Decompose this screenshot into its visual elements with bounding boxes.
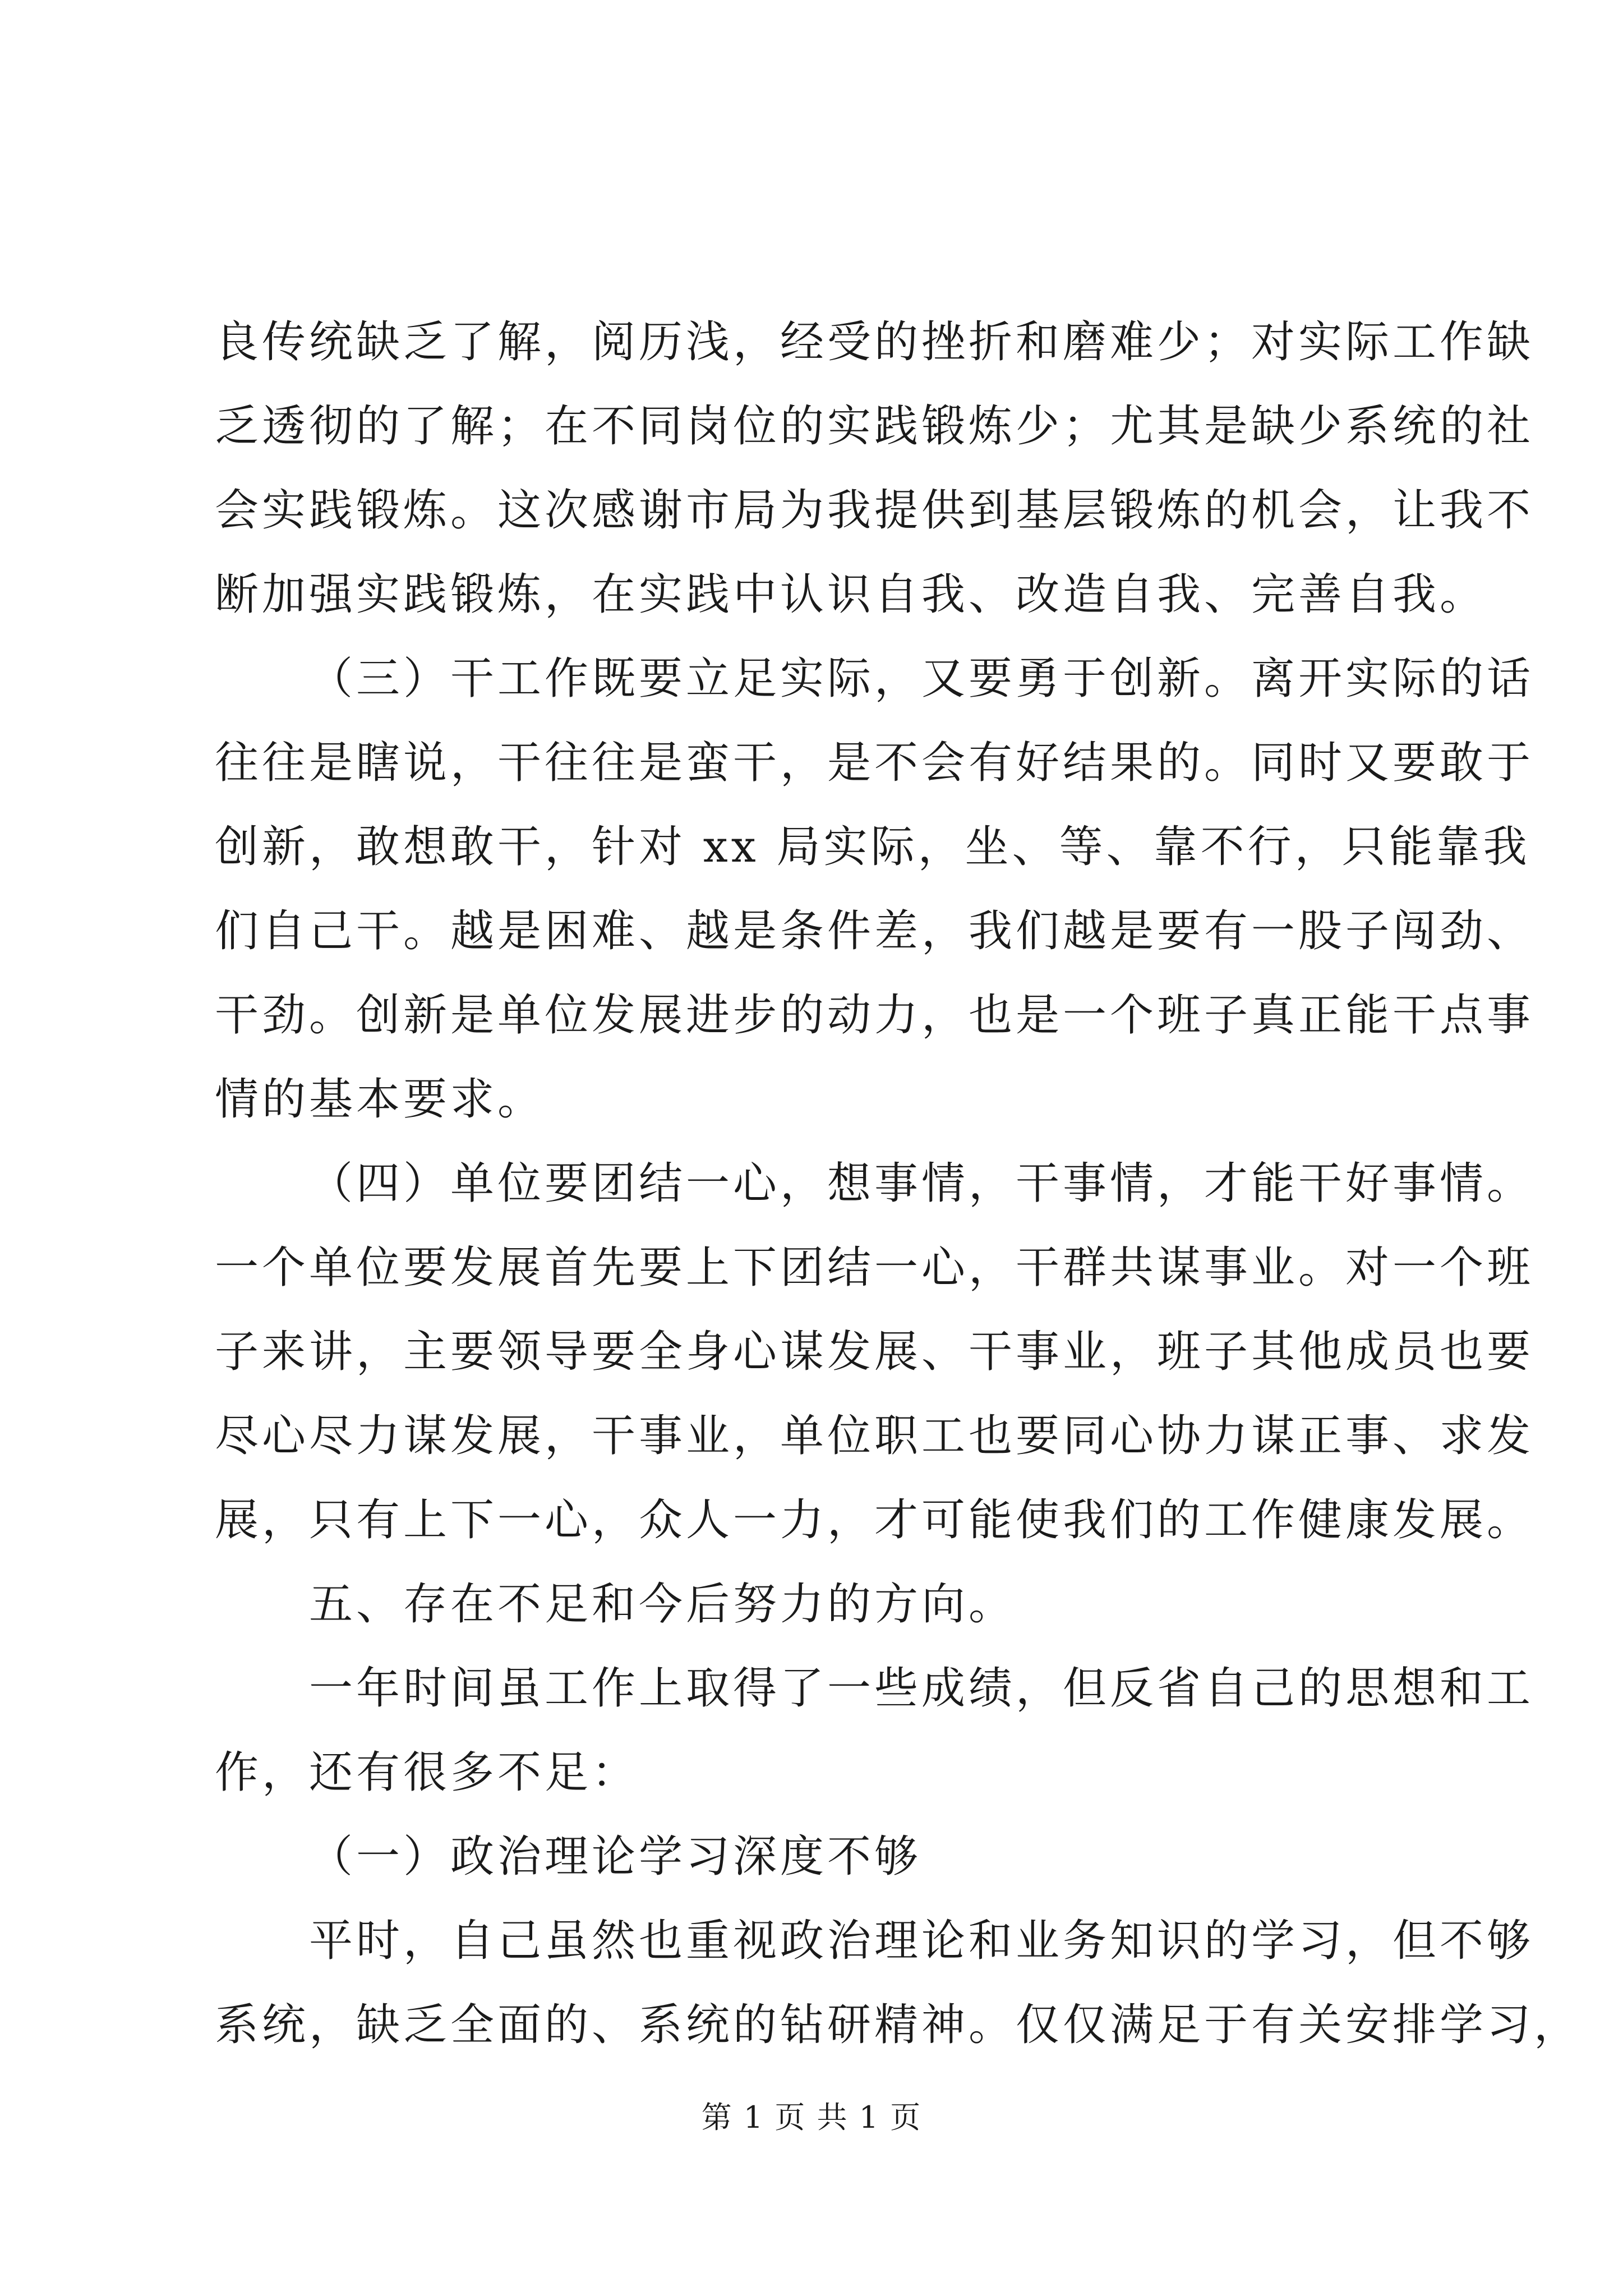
text-line: 作，还有很多不足：	[215, 1747, 639, 1798]
text-line: 展，只有上下一心，众人一力，才可能使我们的工作健康发展。	[215, 1495, 1534, 1545]
page-footer: 第 1 页 共 1 页	[701, 2100, 922, 2135]
text-line: （三）干工作既要立足实际，又要勇于创新。离开实际的话	[309, 654, 1534, 704]
text-line: 创新，敢想敢干，针对 xx 局实际，坐、等、靠不行，只能靠我	[215, 822, 1530, 872]
text-line: 乏透彻的了解；在不同岗位的实践锻炼少；尤其是缺少系统的社	[215, 401, 1534, 452]
text-line: 情的基本要求。	[215, 1074, 545, 1125]
text-line: 尽心尽力谋发展，干事业，单位职工也要同心协力谋正事、求发	[215, 1411, 1534, 1461]
text-line: 们自己干。越是困难、越是条件差，我们越是要有一股子闯劲、	[215, 906, 1534, 956]
text-line: 一年时间虽工作上取得了一些成绩，但反省自己的思想和工	[309, 1663, 1534, 1714]
text-line: 平时，自己虽然也重视政治理论和业务知识的学习，但不够	[309, 1916, 1534, 1966]
text-line: 往往是瞎说，干往往是蛮干，是不会有好结果的。同时又要敢于	[215, 738, 1534, 788]
document-body	[215, 300, 1581, 2067]
text-line: 子来讲，主要领导要全身心谋发展、干事业，班子其他成员也要	[215, 1327, 1534, 1377]
text-line: 一个单位要发展首先要上下团结一心，干群共谋事业。对一个班	[215, 1243, 1534, 1293]
text-line: 会实践锻炼。这次感谢市局为我提供到基层锻炼的机会，让我不	[215, 485, 1534, 536]
text-line: 断加强实践锻炼，在实践中认识自我、改造自我、完善自我。	[215, 569, 1487, 620]
text-line: 五、存在不足和今后努力的方向。	[309, 1579, 1016, 1630]
text-line: 干劲。创新是单位发展进步的动力，也是一个班子真正能干点事	[215, 990, 1534, 1041]
text-line: （一）政治理论学习深度不够	[309, 1832, 922, 1882]
text-line: 良传统缺乏了解，阅历浅，经受的挫折和磨难少；对实际工作缺	[215, 317, 1534, 367]
text-line: 系统，缺乏全面的、系统的钻研精神。仅仅满足于有关安排学习，	[215, 2000, 1581, 2050]
text-line: （四）单位要团结一心，想事情，干事情，才能干好事情。	[309, 1158, 1534, 1209]
